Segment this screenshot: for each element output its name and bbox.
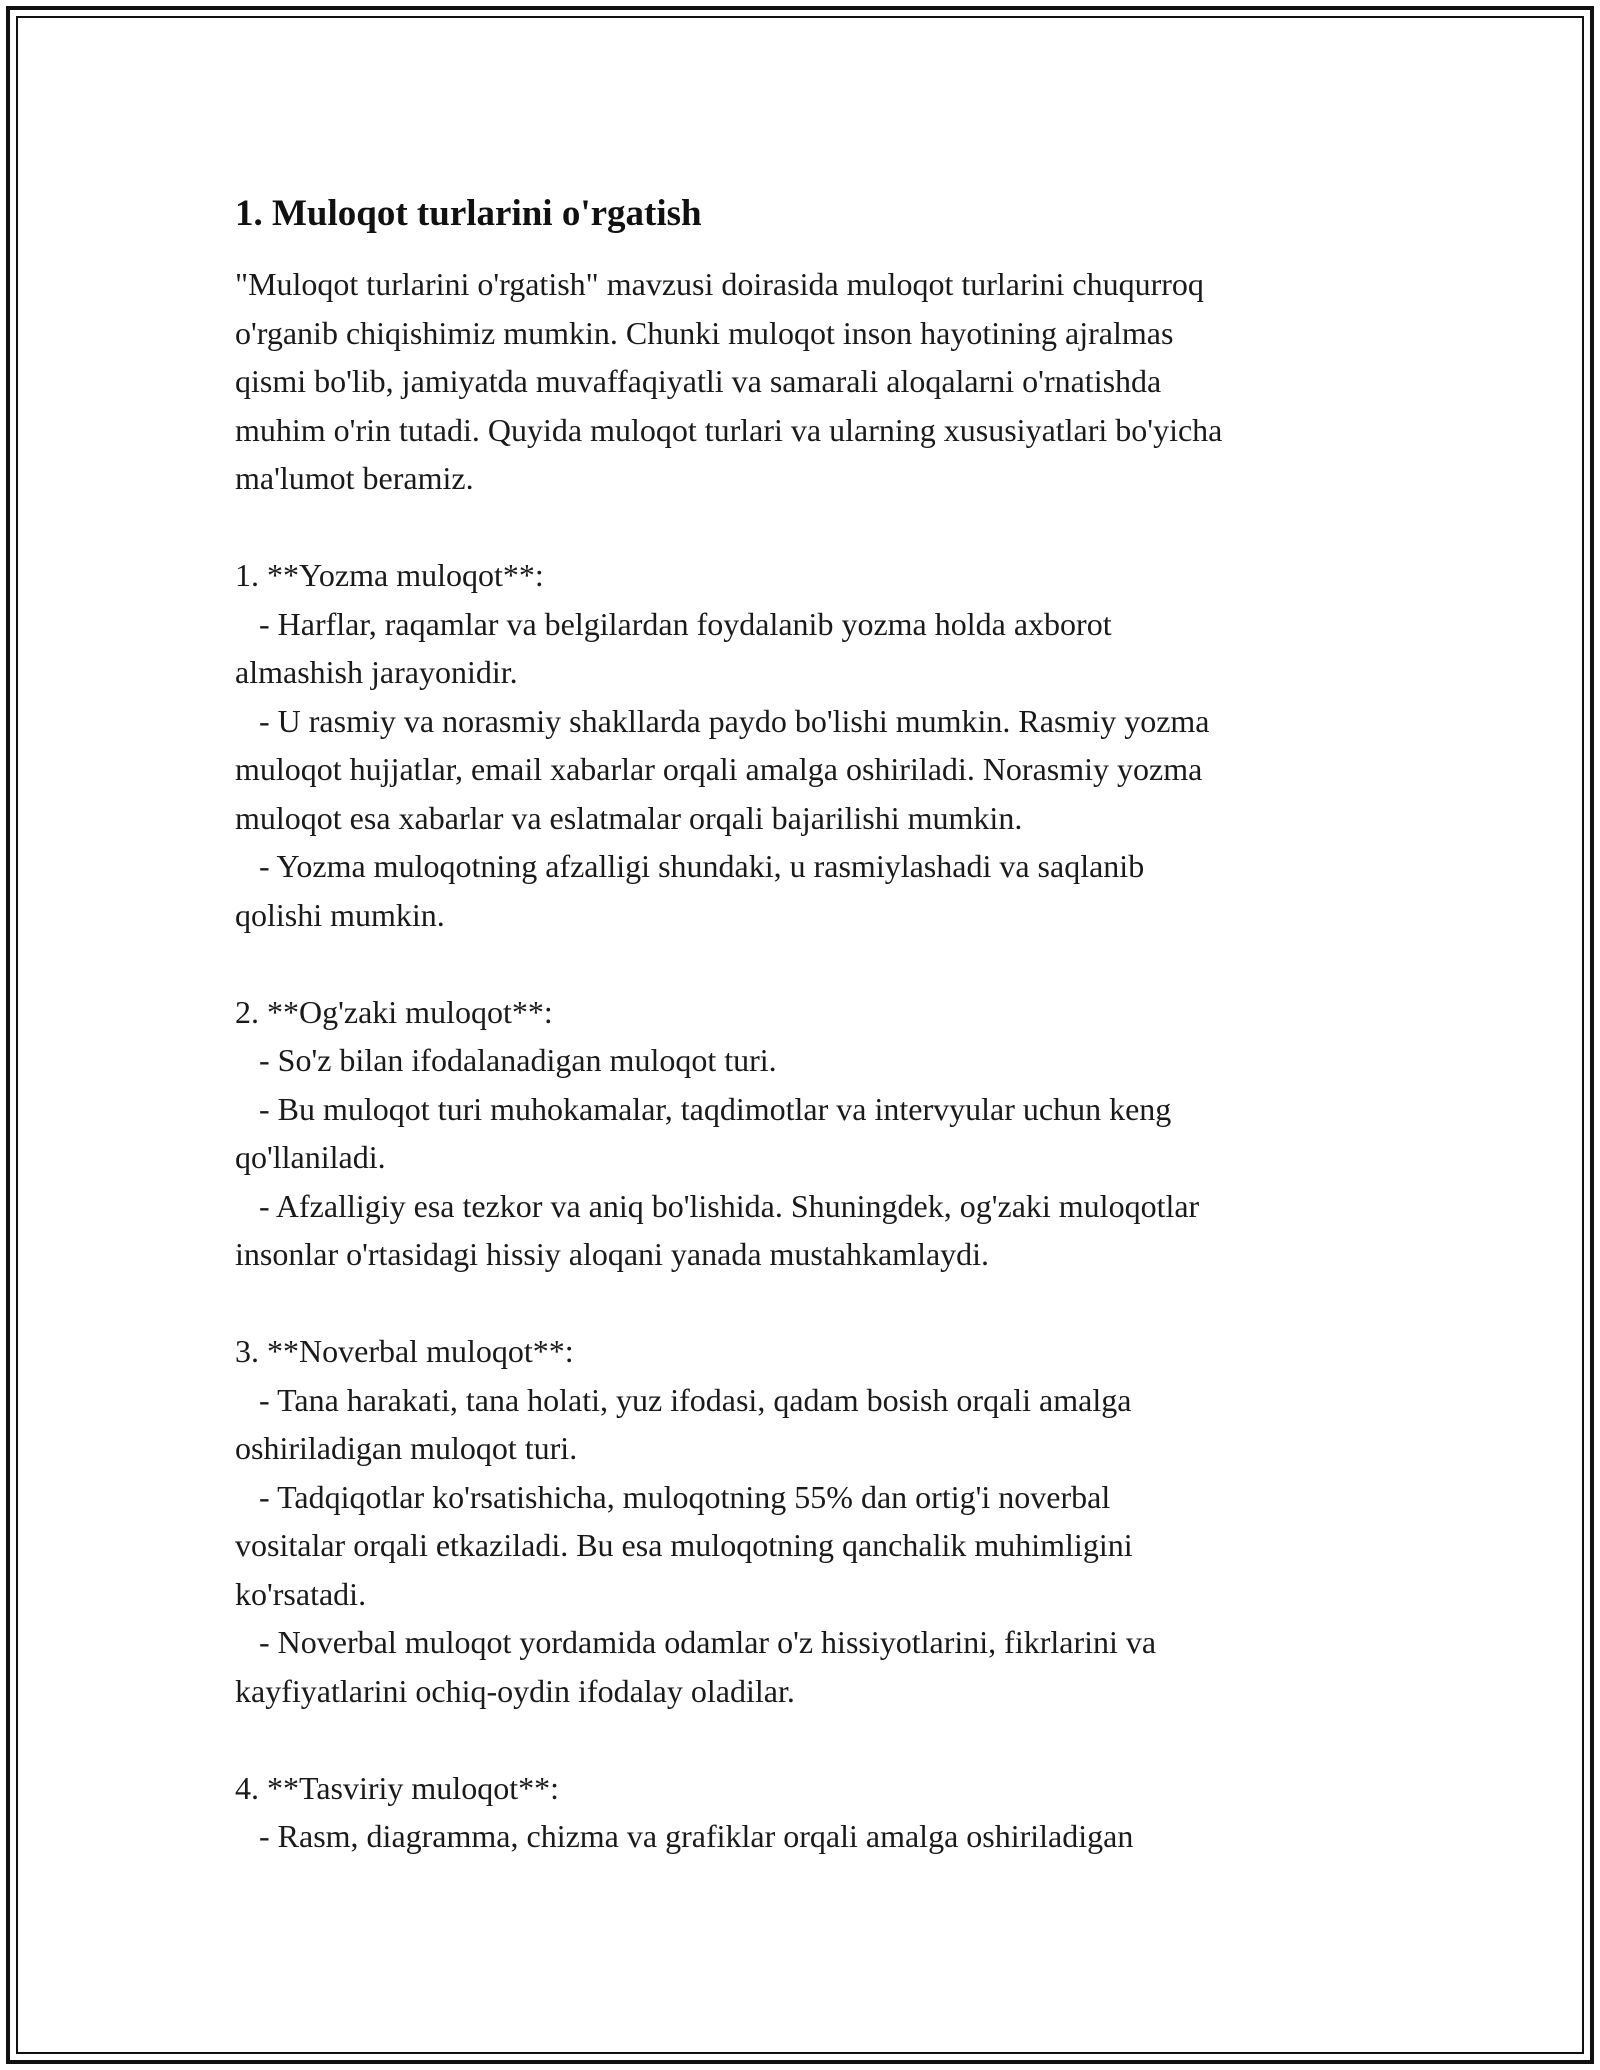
- text-line: almashish jarayonidir.: [235, 654, 518, 690]
- text-line: insonlar o'rtasidagi hissiy aloqani yanada mustahkamlaydi.: [235, 1236, 990, 1272]
- text-line: - U rasmiy va norasmiy shakllarda paydo bo'lishi mumkin. Rasmiy yozma: [235, 702, 1210, 739]
- document-text: [235, 260, 1395, 1861]
- text-line: qo'llaniladi.: [235, 1139, 386, 1175]
- text-line: ma'lumot beramiz.: [235, 460, 474, 496]
- text-line: - Rasm, diagramma, chizma va grafiklar orqali amalga oshiriladigan: [235, 1818, 1134, 1854]
- text-line: kayfiyatlarini ochiq-oydin ifodalay oladilar.: [235, 1672, 795, 1709]
- text-line: 2. **Og'zaki muloqot**:: [235, 993, 553, 1030]
- text-line: "Muloqot turlarini o'rgatish" mavzusi doirasida muloqot turlarini chuqurroq: [235, 266, 1204, 302]
- text-line: - Bu muloqot turi muhokamalar, taqdimotlar va intervyular uchun keng: [235, 1090, 1172, 1127]
- text-line: oshiriladigan muloqot turi.: [235, 1430, 578, 1466]
- text-line: - Tana harakati, tana holati, yuz ifodasi, qadam bosish orqali amalga: [235, 1381, 1132, 1418]
- text-line: muloqot hujjatlar, email xabarlar orqali amalga oshiriladi. Norasmiy yozma: [235, 751, 1203, 787]
- text-line: qolishi mumkin.: [235, 896, 445, 933]
- text-line: - Tadqiqotlar ko'rsatishicha, muloqotning 55% dan ortig'i noverbal: [235, 1478, 1111, 1515]
- text-line: - So'z bilan ifodalanadigan muloqot turi.: [235, 1042, 777, 1078]
- text-line: - Afzalligiy esa tezkor va aniq bo'lishida. Shuningdek, og'zaki muloqotlar: [235, 1187, 1200, 1224]
- text-line: ko'rsatadi.: [235, 1575, 367, 1612]
- blank-line: [235, 939, 1395, 988]
- text-line: vositalar orqali etkaziladi. Bu esa muloqotning qanchalik muhimligini: [235, 1527, 1133, 1563]
- text-line: muloqot esa xabarlar va eslatmalar orqali bajarilishi mumkin.: [235, 799, 1023, 836]
- page-title: 1. Muloqot turlarini o'rgatish: [235, 193, 702, 234]
- blank-line: [235, 1715, 1395, 1764]
- blank-line: [235, 503, 1395, 552]
- text-line: o'rganib chiqishimiz mumkin. Chunki muloqot inson hayotining ajralmas: [235, 314, 1174, 351]
- text-line: 1. **Yozma muloqot**:: [235, 557, 544, 593]
- text-line: - Harflar, raqamlar va belgilardan foydalanib yozma holda axborot: [235, 605, 1112, 642]
- text-line: muhim o'rin tutadi. Quyida muloqot turlari va ularning xususiyatlari bo'yicha: [235, 411, 1223, 448]
- document-body: [235, 190, 1395, 1861]
- blank-line: [235, 1279, 1395, 1328]
- text-line: 3. **Noverbal muloqot**:: [235, 1333, 574, 1369]
- text-line: qismi bo'lib, jamiyatda muvaffaqiyatli va samarali aloqalarni o'rnatishda: [235, 363, 1162, 399]
- text-line: 4. **Tasviriy muloqot**:: [235, 1769, 559, 1806]
- text-line: - Noverbal muloqot yordamida odamlar o'z hissiyotlarini, fikrlarini va: [235, 1624, 1157, 1660]
- text-line: - Yozma muloqotning afzalligi shundaki, u rasmiylashadi va saqlanib: [235, 848, 1145, 884]
